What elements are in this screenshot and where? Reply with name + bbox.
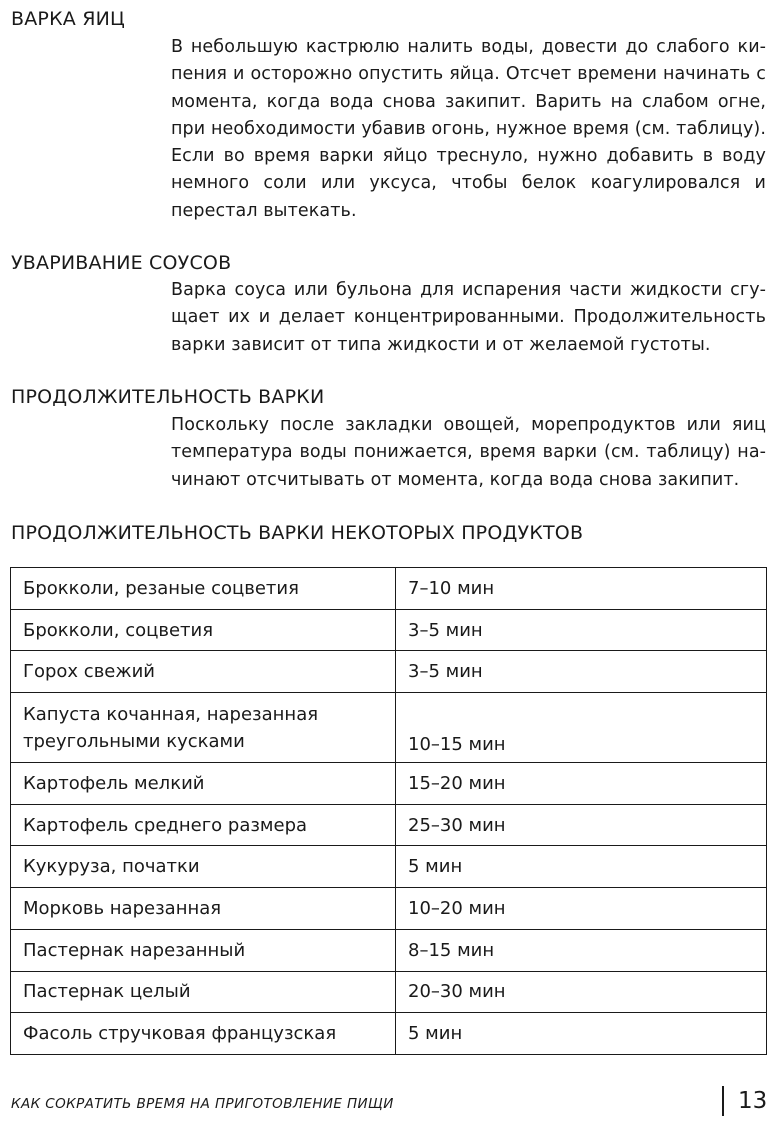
time-cell: 5 мин	[396, 1013, 767, 1055]
page-number: 13	[738, 1088, 768, 1114]
product-cell: Брокколи, резаные соцветия	[11, 568, 396, 610]
product-cell: Морковь нарезанная	[11, 888, 396, 930]
time-cell: 5 мин	[396, 846, 767, 888]
time-cell: 10–15 мин	[396, 693, 767, 763]
product-cell: Картофель среднего размера	[11, 804, 396, 846]
product-cell: Капуста кочанная, нарезанная треугольными кусками	[11, 693, 396, 763]
section-heading-eggs: ВАРКА ЯИЦ	[11, 8, 125, 30]
section-heading-sauces: УВАРИВАНИЕ СОУСОВ	[11, 252, 232, 274]
table-row	[11, 804, 767, 846]
table-title: ПРОДОЛЖИТЕЛЬНОСТЬ ВАРКИ НЕКОТОРЫХ ПРОДУКТОВ	[11, 522, 584, 544]
cooking-time-table	[10, 567, 767, 1055]
table-row	[11, 846, 767, 888]
table-row	[11, 971, 767, 1013]
section-heading-duration: ПРОДОЛЖИТЕЛЬНОСТЬ ВАРКИ	[11, 386, 325, 408]
product-cell: Пастернак целый	[11, 971, 396, 1013]
time-cell: 7–10 мин	[396, 568, 767, 610]
footer-divider	[722, 1086, 724, 1116]
product-cell: Кукуруза, початки	[11, 846, 396, 888]
time-cell: 25–30 мин	[396, 804, 767, 846]
table-row	[11, 568, 767, 610]
section-text-duration: Поскольку после закладки овощей, морепродуктов или яиц температура воды понижается, время варки (см. таблицу) начинают отсчитывать от момента, когда вода снова закипит.	[171, 415, 766, 490]
time-cell: 20–30 мин	[396, 971, 767, 1013]
table-row	[11, 763, 767, 805]
time-cell: 15–20 мин	[396, 763, 767, 805]
product-cell: Горох свежий	[11, 651, 396, 693]
table-row	[11, 888, 767, 930]
table-row	[11, 651, 767, 693]
time-cell: 3–5 мин	[396, 651, 767, 693]
time-cell: 3–5 мин	[396, 609, 767, 651]
table-row	[11, 1013, 767, 1055]
product-cell: Фасоль стручковая французская	[11, 1013, 396, 1055]
time-cell: 8–15 мин	[396, 929, 767, 971]
table-row	[11, 609, 767, 651]
running-footer: КАК СОКРАТИТЬ ВРЕМЯ НА ПРИГОТОВЛЕНИЕ ПИЩИ	[11, 1096, 394, 1112]
table-row	[11, 693, 767, 763]
product-cell: Пастернак нарезанный	[11, 929, 396, 971]
time-cell: 10–20 мин	[396, 888, 767, 930]
table-row	[11, 929, 767, 971]
section-text-sauces: Варка соуса или бульона для испарения части жидкости сгущает их и делает концентрированными. Продолжительность варки зависит от типа жидкости и от желаемой густоты.	[171, 280, 766, 355]
section-text-eggs: В небольшую кастрюлю налить воды, довести до слабого кипения и осторожно опустить яйца. Отсчет времени начинать с момента, когда вода снова закипит. Варить на слабом огне, при необходимости убавив огонь, нужное время (см. таблицу). Если во время варки яйцо треснуло, нужно добавить в воду немного соли или уксуса, чтобы белок коагулировался и перестал вытекать.	[171, 37, 766, 221]
product-cell: Картофель мелкий	[11, 763, 396, 805]
product-cell: Брокколи, соцветия	[11, 609, 396, 651]
